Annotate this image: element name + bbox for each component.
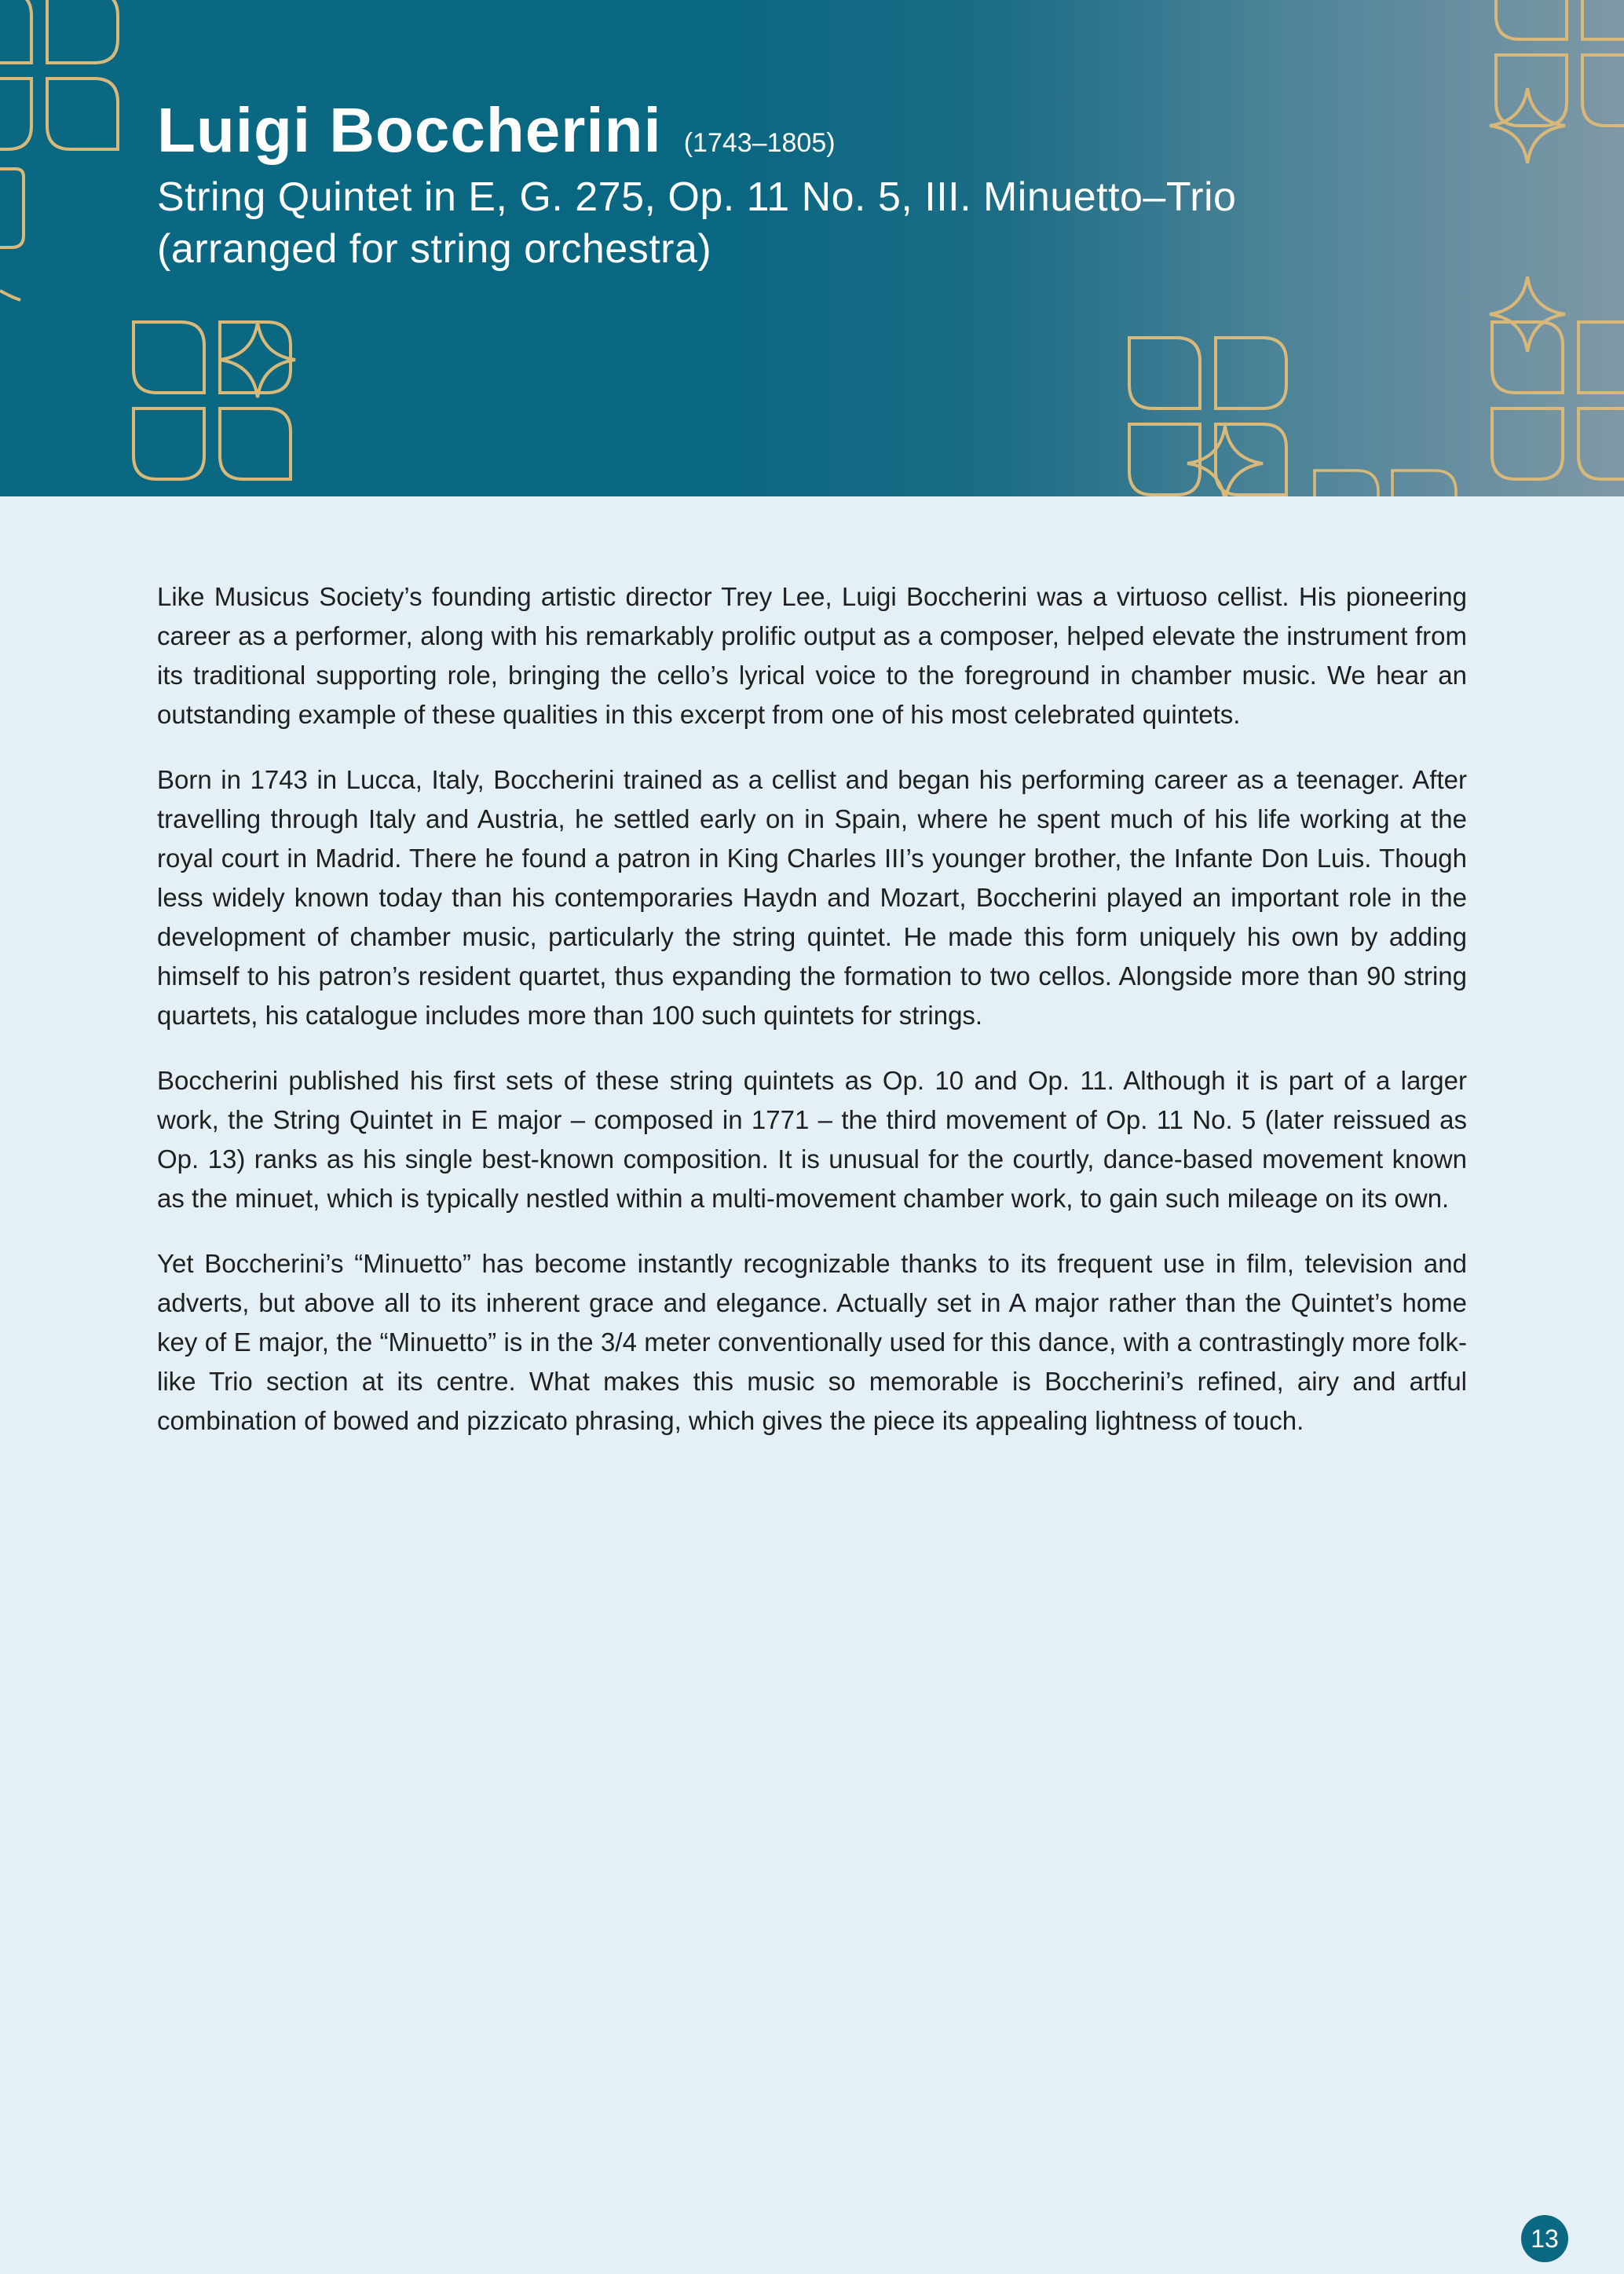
composer-name: Luigi Boccherini <box>157 95 662 165</box>
article-body <box>157 577 1467 1467</box>
work-title-line-2: (arranged for string orchestra) <box>157 226 712 272</box>
composer-line <box>157 93 1492 168</box>
page-number: 13 <box>1521 2215 1568 2262</box>
paragraph-1: Like Musicus Society’s founding artistic director Trey Lee, Luigi Boccherini was a virtuoso cellist. His pioneering career as a performer, along with his remarkably prolific output as a composer, helped elevate the instrument from its traditional supporting role, bringing the cello’s lyrical voice to the foreground in chamber music. We hear an outstanding example of these qualities in this excerpt from one of his most celebrated quintets. <box>157 582 1467 729</box>
composer-dates: (1743–1805) <box>683 128 836 158</box>
title-block <box>157 93 1492 275</box>
paragraph-4: Yet Boccherini’s “Minuetto” has become instantly recognizable thanks to its frequent use in film, television and adverts, but above all to its inherent grace and elegance. Actually set in A major rather than the Quintet’s home key of E major, the “Minuetto” is in the 3/4 meter conventionally used for this dance, with a contrastingly more folk-like Trio section at its centre. What makes this music so memorable is Boccherini’s refined, airy and artful combination of bowed and pizzicato phrasing, which gives the piece its appealing lightness of touch. <box>157 1249 1467 1435</box>
header-banner <box>0 0 1624 496</box>
paragraph-2: Born in 1743 in Lucca, Italy, Boccherini trained as a cellist and began his performing career as a teenager. After travelling through Italy and Austria, he settled early on in Spain, where he spent much of his life working at the royal court in Madrid. There he found a patron in King Charles III’s younger brother, the Infante Don Luis. Though less widely known today than his contemporaries Haydn and Mozart, Boccherini played an important role in the development of chamber music, particularly the string quintet. He made this form uniquely his own by adding himself to his patron’s resident quartet, thus expanding the formation to two cellos. Alongside more than 90 string quartets, his catalogue includes more than 100 such quintets for strings. <box>157 765 1467 1030</box>
work-title-line-1: String Quintet in E, G. 275, Op. 11 No. 5, III. Minuetto–Trio <box>157 174 1237 220</box>
paragraph-3: Boccherini published his first sets of these string quintets as Op. 10 and Op. 11. Although it is part of a larger work, the String Quintet in E major – composed in 1771 – the third movement of Op. 11 No. 5 (later reissued as Op. 13) ranks as his single best-known composition. It is unusual for the courtly, dance-based movement known as the minuet, which is typically nestled within a multi-movement chamber work, to gain such mileage on its own. <box>157 1066 1467 1213</box>
